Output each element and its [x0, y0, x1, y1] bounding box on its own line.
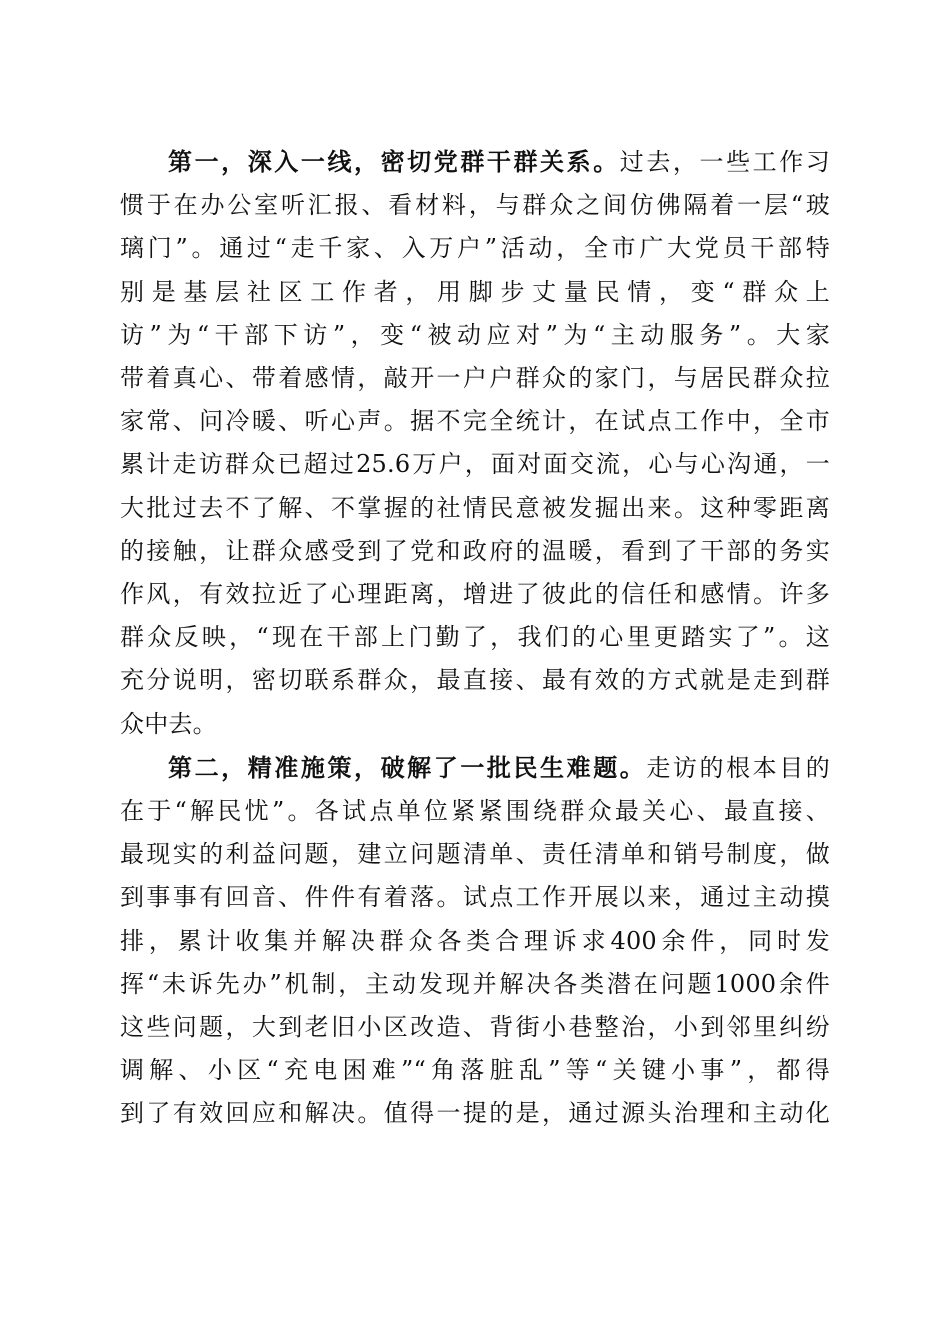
paragraph-line: 众中去。: [120, 709, 217, 738]
paragraph-line: 作风，有效拉近了心理距离，增进了彼此的信任和感情。许多: [120, 580, 830, 609]
paragraph-line: 调解、小区“充电困难”“角落脏乱”等“关键小事”，都得: [120, 1056, 830, 1085]
paragraph-2: [120, 746, 830, 1136]
paragraph-line: 充分说明，密切联系群众，最直接、最有效的方式就是走到群: [120, 666, 830, 695]
paragraph-line: 家常、问冷暖、听心声。据不完全统计，在试点工作中，全市: [120, 407, 830, 436]
paragraph-line: 到了有效回应和解决。值得一提的是，通过源头治理和主动化: [120, 1099, 830, 1128]
paragraph-line: 的接触，让群众感受到了党和政府的温暖，看到了干部的务实: [120, 536, 830, 565]
paragraph-line: 带着真心、带着感情，敲开一户户群众的家门，与居民群众拉: [120, 364, 830, 393]
paragraph-line: 排，累计收集并解决群众各类合理诉求400余件，同时发: [120, 926, 830, 955]
paragraph-line: [120, 746, 830, 790]
paragraph-line: 挥“未诉先办”机制，主动发现并解决各类潜在问题1000余件: [120, 969, 830, 998]
paragraph-line: 别是基层社区工作者，用脚步丈量民情，变“群众上: [120, 277, 830, 306]
paragraph-text: 过去，一些工作习: [619, 148, 830, 176]
paragraph-line: 这些问题，大到老旧小区改造、背街小巷整治，小到邻里纠纷: [120, 1013, 830, 1042]
document-body: [120, 140, 830, 1136]
paragraph-line: 惯于在办公室听汇报、看材料，与群众之间仿佛隔着一层“玻: [120, 191, 830, 220]
paragraph-lead: 第二，精准施策，破解了一批民生难题。: [168, 752, 647, 782]
paragraph-text: 走访的根本目的: [646, 753, 830, 782]
paragraph-line: 群众反映，“现在干部上门勤了，我们的心里更踏实了”。这: [120, 623, 830, 652]
paragraph-line: 访”为“干部下访”，变“被动应对”为“主动服务”。大家: [120, 320, 830, 349]
paragraph-line: 累计走访群众已超过25.6万户，面对面交流，心与心沟通，一: [120, 450, 830, 479]
paragraph-line: [120, 140, 830, 184]
paragraph-line: 璃门”。通过“走千家、入万户”活动，全市广大党员干部特: [120, 234, 830, 263]
paragraph-line: 大批过去不了解、不掌握的社情民意被发掘出来。这种零距离: [120, 493, 830, 522]
paragraph-1: [120, 140, 830, 746]
paragraph-line: 到事事有回音、件件有着落。试点工作开展以来，通过主动摸: [120, 883, 830, 912]
paragraph-line: 在于“解民忧”。各试点单位紧紧围绕群众最关心、最直接、: [120, 797, 830, 826]
paragraph-line: 最现实的利益问题，建立问题清单、责任清单和销号制度，做: [120, 840, 830, 869]
paragraph-lead: 第一，深入一线，密切党群干群关系。: [168, 147, 620, 176]
